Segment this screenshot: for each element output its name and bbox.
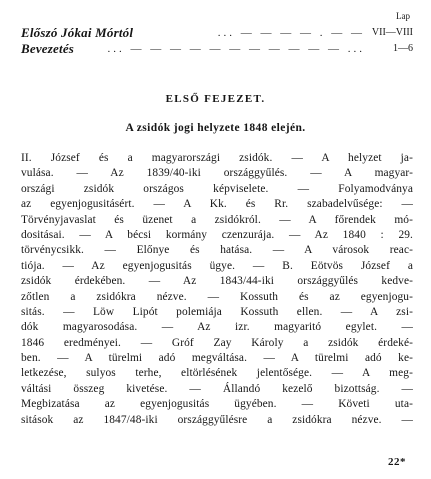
summary-line: ben. — A türelmi adó megváltása. — A türelmi adó ke-: [21, 352, 413, 365]
summary-line: II. József és a magyarországi zsidók. — A helyzet ja-: [21, 152, 413, 164]
chapter-summary: [21, 151, 413, 428]
summary-line: 1846 eredményei. — Gróf Zay Károly a zsidók érdeké-: [21, 336, 413, 349]
toc-entry-introduction: [21, 41, 413, 57]
chapter-title: ELSŐ FEJEZET.: [165, 93, 266, 105]
summary-line: zőtlen a zsidókra nézve. — Kossuth és az egyenjogu-: [21, 290, 413, 303]
printer-signature-mark: 22*: [388, 456, 406, 468]
toc-entry-pages: 1—6: [393, 43, 413, 54]
summary-line: sitások az 1847/48-iki országgyűlésre a zsidókra nézve. —: [21, 413, 413, 426]
summary-line: váltási összeg kivetése. — Állandó kezelő bizottság. —: [21, 382, 413, 395]
summary-line: vulása. — Az 1839/40-iki országgyűlés. — A magyar-: [21, 167, 413, 180]
summary-line: dositásai. — A bécsi kormány czenzurája. — Az 1840 : 29.: [21, 228, 413, 241]
summary-line: sitás. — Löw Lipót polemiája Kossuth ellen. — A zsi-: [21, 305, 413, 318]
chapter-subtitle: A zsidók jogi helyzete 1848 elején.: [125, 122, 306, 134]
summary-line: az egyenjogusitásért. — A Kk. és Rr. szabadelvűsége: —: [21, 198, 413, 211]
summary-line: országi zsidók országos képviselete. — Folyamodványa: [21, 182, 413, 195]
summary-line: Törvényjavaslat és üzenet a zsidókról. — A főrendek mó-: [21, 213, 413, 226]
toc-entry-title: Bevezetés: [21, 41, 75, 56]
summary-line: dók magyarosodása. — Az izr. magyaritó egylet. —: [21, 321, 413, 334]
summary-line: Megbizatása az egyenjogusitás ügyében. — Követi uta-: [21, 398, 413, 411]
toc-dot-leader: ... — — — — . — —: [217, 27, 365, 39]
toc-dot-leader: ... — — — — — — — — — — — ...: [107, 43, 365, 55]
page-column-label: Lap: [396, 11, 410, 21]
toc-entry-title: Előszó Jókai Mórtól: [21, 25, 134, 40]
summary-line: zsidók érdekében. — Az 1843/44-iki országgyűlés kedve-: [21, 275, 413, 288]
summary-line: tiója. — Az egyenjogusitás ügye. — B. Eötvös József a: [21, 259, 413, 272]
toc-entry-pages: VII—VIII: [371, 27, 413, 38]
summary-line: törvénycsikk. — Előnye és hatása. — A városok reac-: [21, 244, 413, 257]
summary-line: letkezése, sulyos terhe, eltörlésének jelentősége. — A meg-: [21, 367, 413, 380]
toc-entry-preface: [21, 25, 413, 41]
